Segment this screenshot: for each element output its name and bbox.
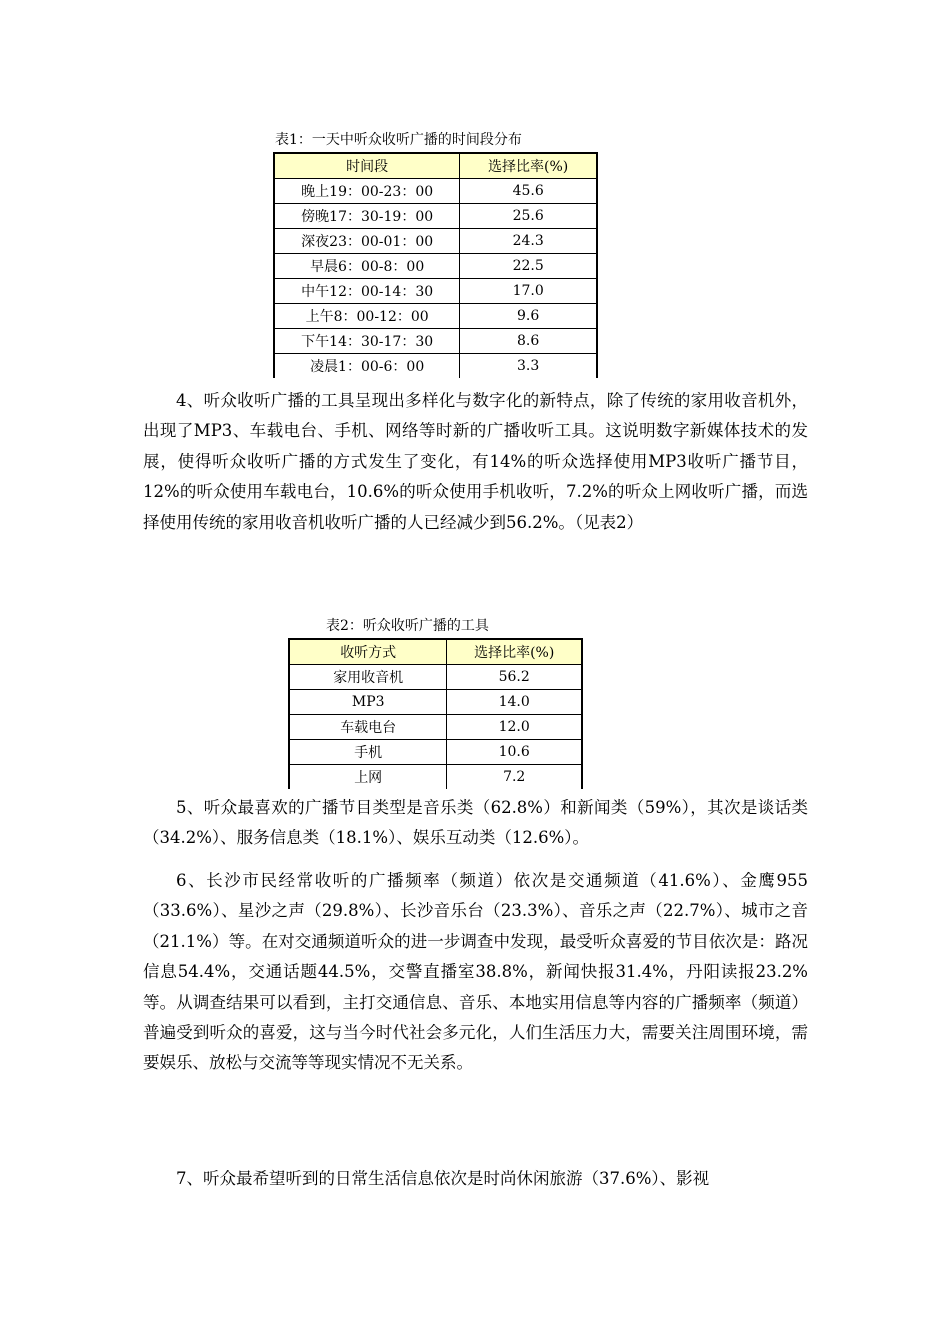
table-row [274, 254, 597, 279]
table-cell: 凌晨1：00-6：00 [274, 354, 460, 379]
table1-header-row [274, 153, 597, 179]
table-row [274, 304, 597, 329]
table2-header-cell: 选择比率(%) [447, 639, 582, 665]
table-cell: 上午8：00-12：00 [274, 304, 460, 329]
table-row [274, 179, 597, 204]
table-cell: 8.6 [460, 329, 597, 354]
table-cell: 25.6 [460, 204, 597, 229]
table1-header-cell: 时间段 [274, 153, 460, 179]
paragraph-7: 7、听众最希望听到的日常生活信息依次是时尚休闲旅游（37.6%）、影视 [176, 1169, 710, 1188]
table-row [274, 279, 597, 304]
table-cell: 7.2 [447, 765, 582, 790]
table-cell: 12.0 [447, 715, 582, 740]
table-row [274, 354, 597, 379]
table-cell: 晚上19：00-23：00 [274, 179, 460, 204]
table-row [289, 765, 582, 790]
table-row [274, 229, 597, 254]
table1-header-cell: 选择比率(%) [460, 153, 597, 179]
table-cell: 17.0 [460, 279, 597, 304]
table-cell: 中午12：00-14：30 [274, 279, 460, 304]
table-cell: 14.0 [447, 690, 582, 715]
table2-header-row [289, 639, 582, 665]
table-row [289, 715, 582, 740]
table-cell: 3.3 [460, 354, 597, 379]
table-row [274, 329, 597, 354]
paragraph-6: 6、长沙市民经常收听的广播频率（频道）依次是交通频道（41.6%）、金鹰955（33.6%）、星沙之声（29.8%）、长沙音乐台（23.3%）、音乐之声（22.7%）、城市之音（21.1%）等。在对交通频道听众的进一步调查中发现，最受听众喜爱的节目依次是：路况信息54.4%，交通话题44.5%，交警直播室38.8%，新闻快报31.4%，丹阳读报23.2%等。从调查结果可以看到，主打交通信息、音乐、本地实用信息等内容的广播频率（频道）普遍受到听众的喜爱，这与当今时代社会多元化，人们生活压力大，需要关注周围环境，需要娱乐、放松与交流等等现实情况不无关系。 [143, 871, 808, 1073]
table-cell: MP3 [289, 690, 447, 715]
table-row [289, 740, 582, 765]
table-cell: 手机 [289, 740, 447, 765]
table1-caption: 表1：一天中听众收听广播的时间段分布 [275, 132, 522, 148]
paragraph-4: 4、听众收听广播的工具呈现出多样化与数字化的新特点，除了传统的家用收音机外，出现了MP3、车载电台、手机、网络等时新的广播收听工具。这说明数字新媒体技术的发展，使得听众收听广播的方式发生了变化，有14%的听众选择使用MP3收听广播节目，12%的听众使用车载电台，10.6%的听众使用手机收听，7.2%的听众上网收听广播，而选择使用传统的家用收音机收听广播的人已经减少到56.2%。（见表2） [143, 391, 808, 532]
table1 [273, 152, 598, 378]
table-cell: 24.3 [460, 229, 597, 254]
table2-caption: 表2：听众收听广播的工具 [326, 618, 489, 634]
table-cell: 家用收音机 [289, 665, 447, 690]
table-cell: 56.2 [447, 665, 582, 690]
table-row [289, 690, 582, 715]
table-row [289, 665, 582, 690]
paragraph-5: 5、听众最喜欢的广播节目类型是音乐类（62.8%）和新闻类（59%），其次是谈话类（34.2%）、服务信息类（18.1%）、娱乐互动类（12.6%）。 [143, 798, 808, 848]
table-cell: 9.6 [460, 304, 597, 329]
table2-header-cell: 收听方式 [289, 639, 447, 665]
table-cell: 傍晚17：30-19：00 [274, 204, 460, 229]
table-cell: 10.6 [447, 740, 582, 765]
table-cell: 下午14：30-17：30 [274, 329, 460, 354]
table-row [274, 204, 597, 229]
table-cell: 22.5 [460, 254, 597, 279]
table-cell: 早晨6：00-8：00 [274, 254, 460, 279]
table-cell: 45.6 [460, 179, 597, 204]
table-cell: 上网 [289, 765, 447, 790]
table-cell: 车载电台 [289, 715, 447, 740]
table-cell: 深夜23：00-01：00 [274, 229, 460, 254]
table2 [288, 638, 583, 789]
